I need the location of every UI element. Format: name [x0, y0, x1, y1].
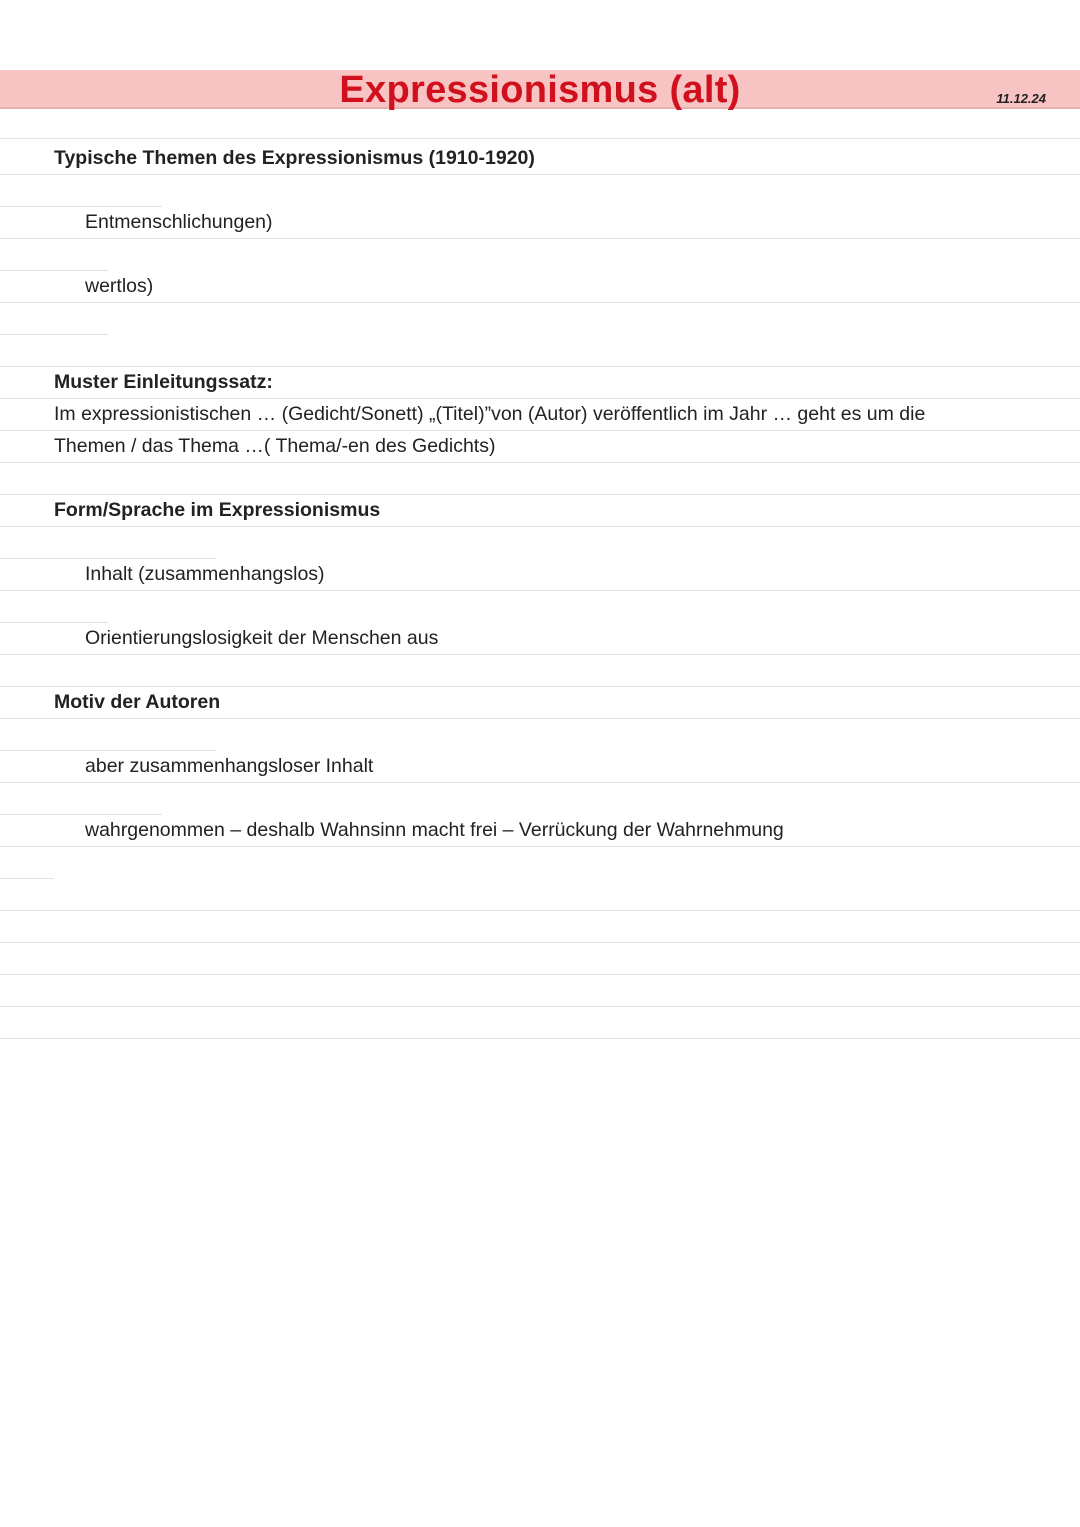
list-item	[0, 591, 54, 623]
empty-line	[0, 655, 1080, 687]
text-segment: Orientierungslosigkeit der Menschen aus	[85, 627, 439, 649]
section-heading	[0, 143, 1080, 175]
list-item	[108, 527, 162, 559]
list-item	[108, 175, 162, 207]
list-item	[54, 527, 108, 559]
list-item	[162, 719, 216, 751]
empty-line	[0, 1007, 1080, 1039]
date-label: 11.12.24	[996, 91, 1046, 106]
page-title: Expressionismus (alt)	[339, 69, 741, 111]
empty-line	[0, 975, 1080, 1007]
list-item	[0, 399, 1080, 431]
text-segment: wertlos)	[85, 275, 154, 297]
list-item	[162, 527, 216, 559]
list-item	[54, 239, 108, 271]
text-segment: Inhalt (zusammenhangslos)	[85, 563, 325, 585]
section-heading	[0, 687, 1080, 719]
list-item	[54, 591, 108, 623]
text-segment: wahrgenommen – deshalb Wahnsinn macht frei – Verrückung der Wahrnehmung	[85, 819, 784, 841]
notes-body	[0, 143, 1080, 1039]
list-item	[0, 303, 54, 335]
text-segment: Im expressionistischen … (Gedicht/Sonett) „(Titel)”von (Autor) veröffentlich im Jahr … geht es um die	[54, 403, 926, 425]
text-segment: Typische Themen des Expressionismus (1910-1920)	[54, 147, 535, 169]
list-item	[0, 559, 1080, 591]
list-item	[0, 783, 54, 815]
section-heading	[0, 367, 1080, 399]
list-item	[0, 207, 1080, 239]
text-segment: Motiv der Autoren	[54, 691, 221, 713]
text-segment: Muster Einleitungssatz:	[54, 371, 273, 393]
text-segment: aber zusammenhangsloser Inhalt	[85, 755, 374, 777]
empty-line	[0, 911, 1080, 943]
text-segment: Entmenschlichungen)	[85, 211, 273, 233]
empty-line	[0, 335, 1080, 367]
text-segment: Form/Sprache im Expressionismus	[54, 499, 381, 521]
list-item	[108, 783, 162, 815]
list-item	[54, 719, 108, 751]
list-item	[0, 431, 1080, 463]
list-item	[54, 783, 108, 815]
list-item	[0, 623, 1080, 655]
text-segment: Themen / das Thema …( Thema/-en des Gedichts)	[54, 435, 496, 457]
list-item	[0, 815, 1080, 847]
list-item	[0, 175, 54, 207]
empty-line	[0, 943, 1080, 975]
list-item	[0, 239, 54, 271]
empty-line	[0, 879, 1080, 911]
list-item	[0, 527, 54, 559]
list-item	[0, 847, 54, 879]
ruled-line	[0, 138, 1080, 139]
list-item	[108, 719, 162, 751]
list-item	[54, 175, 108, 207]
list-item	[0, 271, 1080, 303]
list-item	[0, 719, 54, 751]
list-item	[54, 303, 108, 335]
empty-line	[0, 463, 1080, 495]
list-item	[0, 751, 1080, 783]
section-heading	[0, 495, 1080, 527]
